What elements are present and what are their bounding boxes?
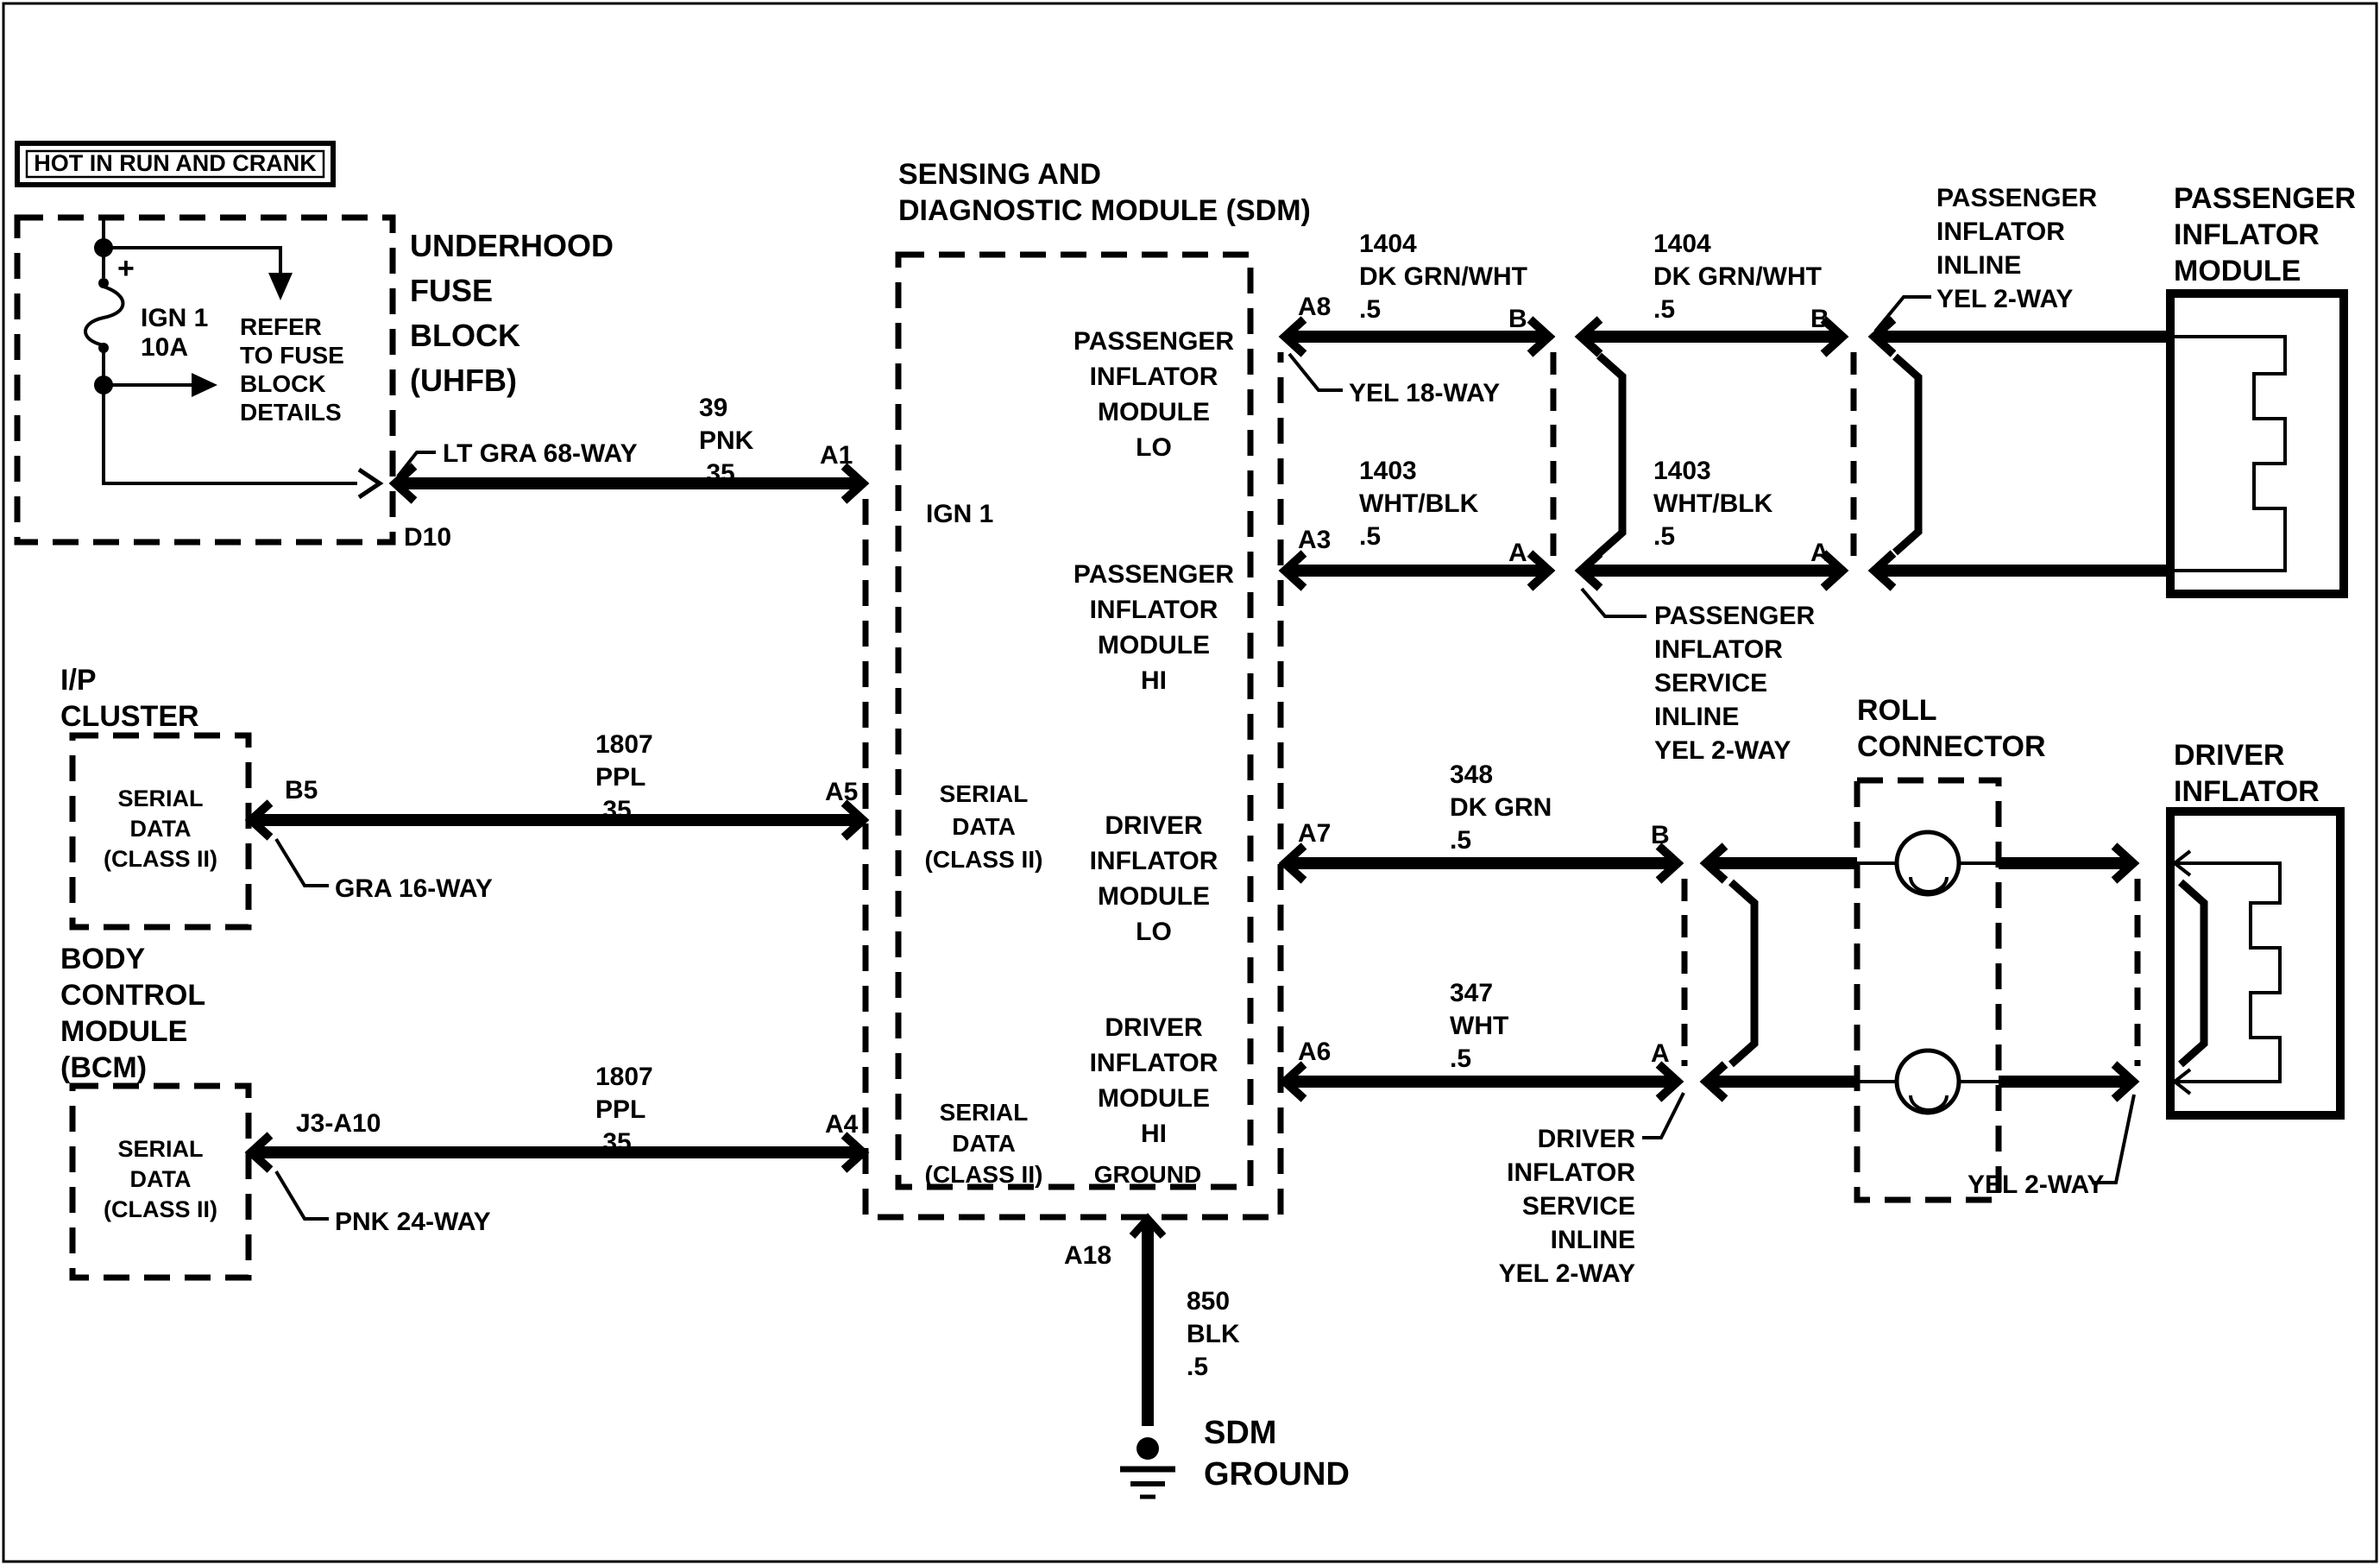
drv-service-label-4: INLINE (1550, 1226, 1635, 1254)
pass-service-label-5: YEL 2-WAY (1654, 736, 1791, 765)
drv-inline-leader (2092, 1095, 2134, 1183)
sdm-box (898, 255, 1250, 1187)
wire-passhi2-pin: A (1810, 539, 1829, 567)
pass-module-title-1: PASSENGER (2174, 182, 2356, 215)
sdm-drvhi-4: HI (1141, 1120, 1167, 1148)
pin-b5: B5 (285, 776, 318, 805)
sdm-ign-label: IGN 1 (926, 500, 994, 528)
wire-serial-top-circuit: 1807 (595, 730, 653, 759)
sdm-connector-boundary (866, 352, 1281, 1217)
wire-serial-bot-color: PPL (595, 1095, 646, 1124)
pass-module-title-2: INFLATOR (2174, 218, 2320, 251)
sdm-passlo-4: LO (1136, 433, 1172, 462)
wire-passhi2-gauge: .5 (1653, 522, 1676, 551)
wire-serial-bot-circuit: 1807 (595, 1063, 653, 1091)
wire-passlo1-circuit: 1404 (1359, 230, 1417, 258)
pass-inline-label-1: PASSENGER (1936, 184, 2098, 212)
sdm-ground-name-2: GROUND (1204, 1456, 1350, 1492)
roll-connector-box (1857, 780, 1999, 1200)
sdm-serial-top-1: SERIAL (939, 780, 1029, 807)
wire-passlo2-circuit: 1404 (1653, 230, 1711, 258)
wire-ign-gauge: .35 (699, 459, 735, 488)
drv-inline-label: YEL 2-WAY (1968, 1171, 2105, 1199)
sdm-drvlo-3: MODULE (1098, 882, 1210, 911)
pass-service-label-4: INLINE (1654, 703, 1740, 731)
power-label: HOT IN RUN AND CRANK (34, 150, 317, 176)
pin-a8: A8 (1298, 293, 1332, 321)
bcm-title-1: BODY (60, 943, 146, 975)
fuse-name: IGN 1 (141, 304, 209, 332)
roll-coil-bottom-hook-icon (1911, 1095, 1947, 1110)
ip-func-2: DATA (129, 816, 192, 842)
wire-ground-gauge: .5 (1187, 1353, 1209, 1381)
ip-func-1: SERIAL (117, 786, 204, 811)
sdm-passhi-3: MODULE (1098, 631, 1210, 659)
wire-ground-color: BLK (1187, 1320, 1240, 1348)
pass-inline-label-3: INLINE (1936, 251, 2022, 280)
refer-note-1: REFER (240, 313, 322, 340)
ip-title-1: I/P (60, 664, 97, 697)
wire-drvlo-color: DK GRN (1450, 793, 1552, 822)
sdm-connector18-label: YEL 18-WAY (1349, 379, 1501, 407)
pin-a18: A18 (1064, 1241, 1112, 1270)
bcm-connector-leader (276, 1171, 329, 1219)
refer-note-3: BLOCK (240, 370, 326, 397)
refer-note-2: TO FUSE (240, 342, 344, 369)
sdm-passhi-1: PASSENGER (1073, 560, 1235, 589)
pass-service-inline-bracket-icon (1599, 356, 1622, 553)
pass-inline-label-2: INFLATOR (1936, 218, 2065, 246)
sdm-drvlo-2: INFLATOR (1089, 847, 1218, 875)
wire-passlo1-gauge: .5 (1359, 295, 1382, 324)
refer-arrow-right-icon (192, 373, 217, 397)
wire-serial-top-gauge: .35 (595, 796, 632, 824)
wire-serial-top-color: PPL (595, 763, 646, 792)
drv-service-label-3: SERVICE (1521, 1192, 1635, 1221)
fuse-polarity: + (117, 252, 135, 285)
uhfb-title-4: (UHFB) (410, 363, 517, 398)
pass-module-connector-outline (2170, 337, 2285, 571)
wire-drvhi-pin: A (1651, 1039, 1670, 1068)
bcm-func-1: SERIAL (117, 1136, 204, 1162)
drv-module-title-2: INFLATOR (2174, 775, 2320, 808)
sdm-drvlo-1: DRIVER (1105, 811, 1203, 840)
wire-passhi1-pin: A (1508, 539, 1527, 567)
sdm-passlo-2: INFLATOR (1089, 363, 1218, 391)
sdm-serial-bot-1: SERIAL (939, 1099, 1029, 1126)
wire-passhi2-color: WHT/BLK (1653, 489, 1773, 518)
ground-dot-icon (1136, 1437, 1159, 1460)
sdm-ground-label: GROUND (1093, 1161, 1202, 1188)
drv-module-connector-outline (2170, 863, 2280, 1082)
wire-passhi1-circuit: 1403 (1359, 457, 1417, 485)
pass-module-title-3: MODULE (2174, 255, 2301, 287)
wire-passlo1-pin: B (1508, 305, 1527, 333)
wire-passhi2-circuit: 1403 (1653, 457, 1711, 485)
sdm-title-2: DIAGNOSTIC MODULE (SDM) (898, 194, 1311, 227)
bcm-connector-label: PNK 24-WAY (335, 1208, 491, 1236)
pin-a6: A6 (1298, 1038, 1332, 1066)
pass-service-leader (1582, 589, 1646, 616)
sdm-passhi-2: INFLATOR (1089, 596, 1218, 624)
wire-passlo2-pin: B (1810, 305, 1829, 333)
wire-drvhi-circuit: 347 (1450, 979, 1494, 1007)
ip-func-3: (CLASS II) (104, 846, 217, 872)
pin-a7: A7 (1298, 819, 1332, 848)
pin-a4: A4 (825, 1110, 859, 1139)
bcm-title-3: MODULE (60, 1015, 188, 1048)
sdm-passlo-1: PASSENGER (1073, 327, 1235, 356)
sdm-drvlo-4: LO (1136, 918, 1172, 946)
pin-a5: A5 (825, 778, 859, 806)
ip-connector-leader (276, 839, 329, 886)
pass-module-box (2170, 293, 2344, 594)
refer-note-4: DETAILS (240, 399, 342, 426)
ip-connector-label: GRA 16-WAY (335, 874, 493, 903)
wire-ign-circuit: 39 (699, 394, 728, 422)
fuse-output-arrow-icon (359, 470, 380, 497)
refer-arrow-down-icon (268, 273, 293, 300)
sdm-serial-bot-3: (CLASS II) (924, 1161, 1043, 1188)
drv-service-label-5: YEL 2-WAY (1498, 1259, 1635, 1288)
bcm-func-3: (CLASS II) (104, 1196, 217, 1222)
sdm-serial-top-2: DATA (952, 813, 1016, 840)
sdm-serial-bot-2: DATA (952, 1130, 1016, 1157)
bcm-title-4: (BCM) (60, 1051, 148, 1084)
sdm-serial-top-3: (CLASS II) (924, 846, 1043, 873)
sdm-connector18-leader (1289, 354, 1343, 390)
uhfb-title-2: FUSE (410, 273, 494, 308)
uhfb-connector-label: LT GRA 68-WAY (443, 439, 638, 468)
wire-drvlo-pin: B (1651, 821, 1670, 849)
wire-drvlo-circuit: 348 (1450, 760, 1494, 789)
roll-title-1: ROLL (1857, 694, 1937, 727)
bcm-title-2: CONTROL (60, 979, 206, 1012)
drv-service-inline-bracket-icon (1731, 882, 1754, 1064)
roll-title-2: CONNECTOR (1857, 730, 2046, 763)
drv-module-box (2170, 811, 2340, 1115)
pin-a3: A3 (1298, 526, 1332, 554)
pass-service-label-3: SERVICE (1654, 669, 1768, 697)
fuse-rating: 10A (141, 333, 189, 362)
sdm-passlo-3: MODULE (1098, 398, 1210, 426)
wire-passlo1-color: DK GRN/WHT (1359, 262, 1527, 291)
wire-ground-circuit: 850 (1187, 1287, 1231, 1316)
uhfb-title-3: BLOCK (410, 318, 520, 353)
wire-passlo2-gauge: .5 (1653, 295, 1676, 324)
wire-drvlo-gauge: .5 (1450, 826, 1472, 855)
drv-service-label-1: DRIVER (1537, 1125, 1635, 1153)
sdm-drvhi-2: INFLATOR (1089, 1049, 1218, 1077)
roll-coil-top-hook-icon (1911, 877, 1947, 892)
pin-d10: D10 (404, 523, 452, 552)
wire-serial-bot-gauge: .35 (595, 1128, 632, 1157)
wire-passlo2-color: DK GRN/WHT (1653, 262, 1822, 291)
drv-module-bracket-icon (2181, 882, 2204, 1064)
pass-service-label-2: INFLATOR (1654, 635, 1783, 664)
pin-j3a10: J3-A10 (296, 1109, 381, 1138)
ip-title-2: CLUSTER (60, 700, 199, 733)
pass-service-label-1: PASSENGER (1654, 602, 1816, 630)
pin-a1: A1 (820, 441, 853, 470)
wire-passhi1-gauge: .5 (1359, 522, 1382, 551)
roll-coil-bottom-icon (1897, 1051, 1959, 1113)
sdm-drvhi-3: MODULE (1098, 1084, 1210, 1113)
uhfb-title-1: UNDERHOOD (410, 228, 614, 263)
drv-module-title-1: DRIVER (2174, 739, 2285, 772)
fuse-element-symbol (85, 287, 123, 345)
sdm-passhi-4: HI (1141, 666, 1167, 695)
sdm-drvhi-1: DRIVER (1105, 1013, 1203, 1042)
sdm-title-1: SENSING AND (898, 158, 1101, 191)
roll-coil-top-icon (1897, 832, 1959, 894)
wire-drvhi-gauge: .5 (1450, 1044, 1472, 1073)
pass-inline-label-4: YEL 2-WAY (1936, 285, 2074, 313)
wire-passhi1-color: WHT/BLK (1359, 489, 1479, 518)
sdm-ground-name-1: SDM (1204, 1415, 1277, 1451)
wire-drvhi-color: WHT (1450, 1012, 1509, 1040)
pass-inline-bracket-icon (1895, 357, 1918, 552)
wire-ign-color: PNK (699, 426, 754, 455)
bcm-func-2: DATA (129, 1166, 192, 1192)
drv-service-label-2: INFLATOR (1507, 1158, 1635, 1187)
